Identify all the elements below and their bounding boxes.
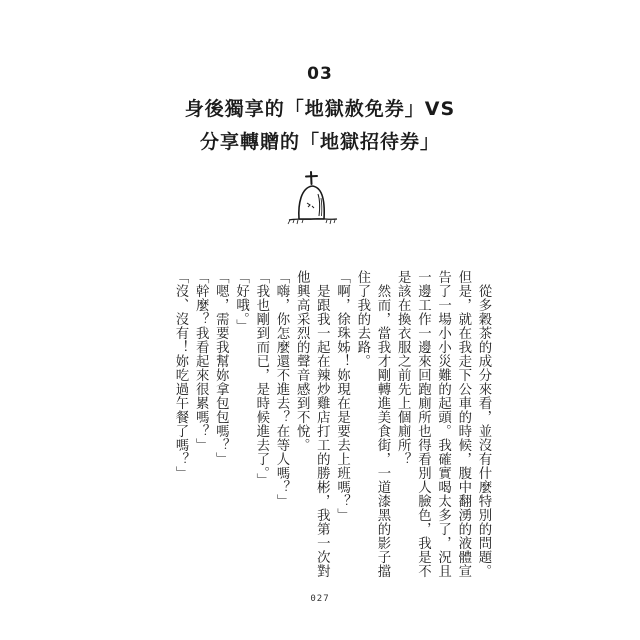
paragraph-10: 「沒、沒有！妳吃過午餐了嗎？」 [172, 270, 188, 480]
paragraph-5: 「嗨，你怎麼還不進去？在等人嗎？」 [273, 270, 289, 508]
paragraph-4: 是跟我一起在辣炒雞店打工的勝彬，我第一次對他興高采烈的聲音感到不悅。 [294, 270, 330, 578]
paragraph-2: 然而，當我才剛轉進美食街，一道漆黑的影子擋住了我的去路。 [354, 270, 390, 578]
paragraph-6: 「我也剛到而已，是時候進去了。」 [253, 270, 269, 488]
paragraph-8: 「嗯，需要我幫妳拿包包嗎？」 [213, 270, 229, 466]
paragraph-3: 「啊，徐珠姊！妳現在是要去上班嗎？」 [334, 270, 350, 522]
chapter-title-line-1: 身後獨享的「地獄赦免券」VS [184, 98, 456, 120]
paragraph-9: 「幹麼？我看起來很累嗎？」 [193, 270, 209, 452]
page-number: 027 [310, 594, 330, 604]
chapter-title-line-2: 分享轉贈的「地獄招待券」 [199, 131, 440, 153]
body-text [145, 270, 493, 580]
chapter-number: 03 [307, 64, 333, 84]
tombstone-cross-icon [283, 170, 341, 228]
paragraph-1: 從多穀茶的成分來看，並沒有什麼特別的問題。但是，就在我走下公車的時候，腹中翻湧的液體宣告了一場小小災難的起頭。我確實喝太多了，況且一邊工作一邊來回跑廁所也得看別人臉色，我是不是該在換衣服之前先上個廁所？ [395, 270, 491, 578]
paragraph-7: 「好哦。」 [233, 270, 249, 334]
